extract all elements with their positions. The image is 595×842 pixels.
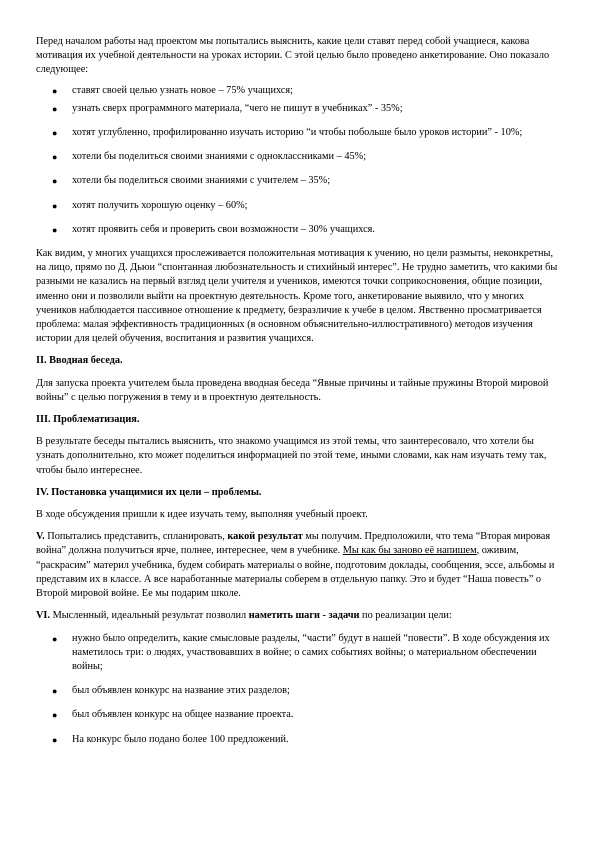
section-5-bold-phrase: какой результат — [227, 531, 303, 543]
bullet-icon: ● — [52, 176, 58, 187]
section-5-number: V. — [36, 531, 45, 543]
section-2-heading: II. Вводная беседа. — [36, 355, 123, 367]
list-item: ● На конкурс было подано более 100 предложений. — [36, 733, 559, 747]
section-6-number: VI. — [36, 610, 51, 622]
list-item: ● был объявлен конкурс на общее название проекта. — [36, 708, 559, 722]
analysis-paragraph: Как видим, у многих учащихся прослеживается положительная мотивация к учению, но цели размыты, неконкретны, на лицо, прямо по Д. Дьюи “спонтанная любознательность и стихийный интерес”. Не трудно заметить, что какими бы разными не казались на первый взгляд цели учителя и учеников, имеются точки соприкосновения, общие позиции, именно они и позволили выйти на проектную деятельность. Кроме того, анкетирование выявило, что у многих учеников наблюдается пассивное отношение к предмету, безразличие к учебе в целом. Явственно просматривается проблема: малая эффективность традиционных (в основном объяснительно-иллюстративного) методов изучения истории для целей обучения, воспитания и развития учащихся. — [36, 248, 558, 345]
list-item: ● хотят получить хорошую оценку – 60%; — [36, 199, 559, 213]
section-3-text: В результате беседы пытались выяснить, что знакомо учащимся из этой темы, что заинтересовало, что хотели бы узнать дополнительно, кто может поделиться информацией по этой теме, иными словами, как нам изучать тему так, чтобы было интереснее. — [36, 436, 547, 476]
bullet-icon: ● — [52, 103, 58, 114]
section-5-paragraph: V. Попытались представить, спланировать, какой результат мы получим. Предположили, что тема “Вторая мировая война” должна получиться ярче, полнее, интереснее, чем в учебнике. Мы как бы заново её напишем, оживим, “раскрасим” материл учебника, будем собирать материалы о войне, подготовим доклады, сообщения, эссе, альбомы и представим их в классе. А все наработанные материалы соберем в отдельную папку. Это и будет “Наша повесть” о Второй мировой войне. Ее мы подарим школе. — [36, 531, 555, 600]
intro-paragraph: Перед началом работы над проектом мы попытались выяснить, какие цели ставят перед собой учащиеся, какова мотивация их учебной деятельности на уроках истории. С этой целью было проведено анкетирование. Оно показало следующее: — [36, 36, 550, 76]
bullet-icon: ● — [52, 734, 58, 745]
section-3-heading: III. Проблематизация. — [36, 414, 140, 426]
section-4-text: В ходе обсуждения пришли к идее изучать тему, выполняя учебный проект. — [36, 509, 368, 521]
bullet-icon: ● — [52, 152, 58, 163]
bullet-icon: ● — [52, 633, 58, 644]
bullet-icon: ● — [52, 85, 58, 96]
bullet-icon: ● — [52, 224, 58, 235]
section-4-heading: IV. Постановка учащимися их цели – проблемы. — [36, 486, 262, 498]
bullet-icon: ● — [52, 128, 58, 139]
list-item: ● ставят своей целью узнать новое – 75% учащихся; — [36, 84, 559, 98]
section-5-underlined-phrase: Мы как бы заново её напишем — [342, 545, 477, 557]
list-item: ● хотят проявить себя и проверить свои возможности – 30% учащихся. — [36, 223, 559, 237]
bullet-icon: ● — [52, 710, 58, 721]
bullet-icon: ● — [52, 200, 58, 211]
bullet-icon: ● — [52, 686, 58, 697]
tasks-list — [36, 632, 559, 747]
list-item: ● хотят углубленно, профилированно изучать историю “и чтобы побольше было уроков истории” - 10%; — [36, 126, 559, 140]
list-item: ● нужно было определить, какие смысловые разделы, “части” будут в нашей “повести”. В ходе обсуждения их наметилось три: о людях, участвовавших в войне; о самих событиях войны; о материальном обеспечении войны; — [52, 632, 550, 672]
list-item: ● хотели бы поделиться своими знаниями с учителем – 35%; — [36, 174, 559, 188]
survey-results-list — [36, 84, 559, 237]
section-2-text: Для запуска проекта учителем была проведена вводная беседа “Явные причины и тайные пружины Второй мировой войны” с целью погружения в тему и в проектную деятельность. — [36, 377, 549, 403]
list-item: ● был объявлен конкурс на название этих разделов; — [36, 684, 559, 698]
section-6-bold-phrase: наметить шаги - задачи — [248, 610, 360, 622]
section-6-paragraph: VI. Мысленный, идеальный результат позволил наметить шаги - задачи по реализации цели: — [36, 610, 452, 622]
document-page — [36, 35, 559, 757]
list-item: ● узнать сверх программного материала, “чего не пишут в учебниках” - 35%; — [36, 102, 559, 116]
list-item: ● хотели бы поделиться своими знаниями с одноклассниками – 45%; — [36, 150, 559, 164]
